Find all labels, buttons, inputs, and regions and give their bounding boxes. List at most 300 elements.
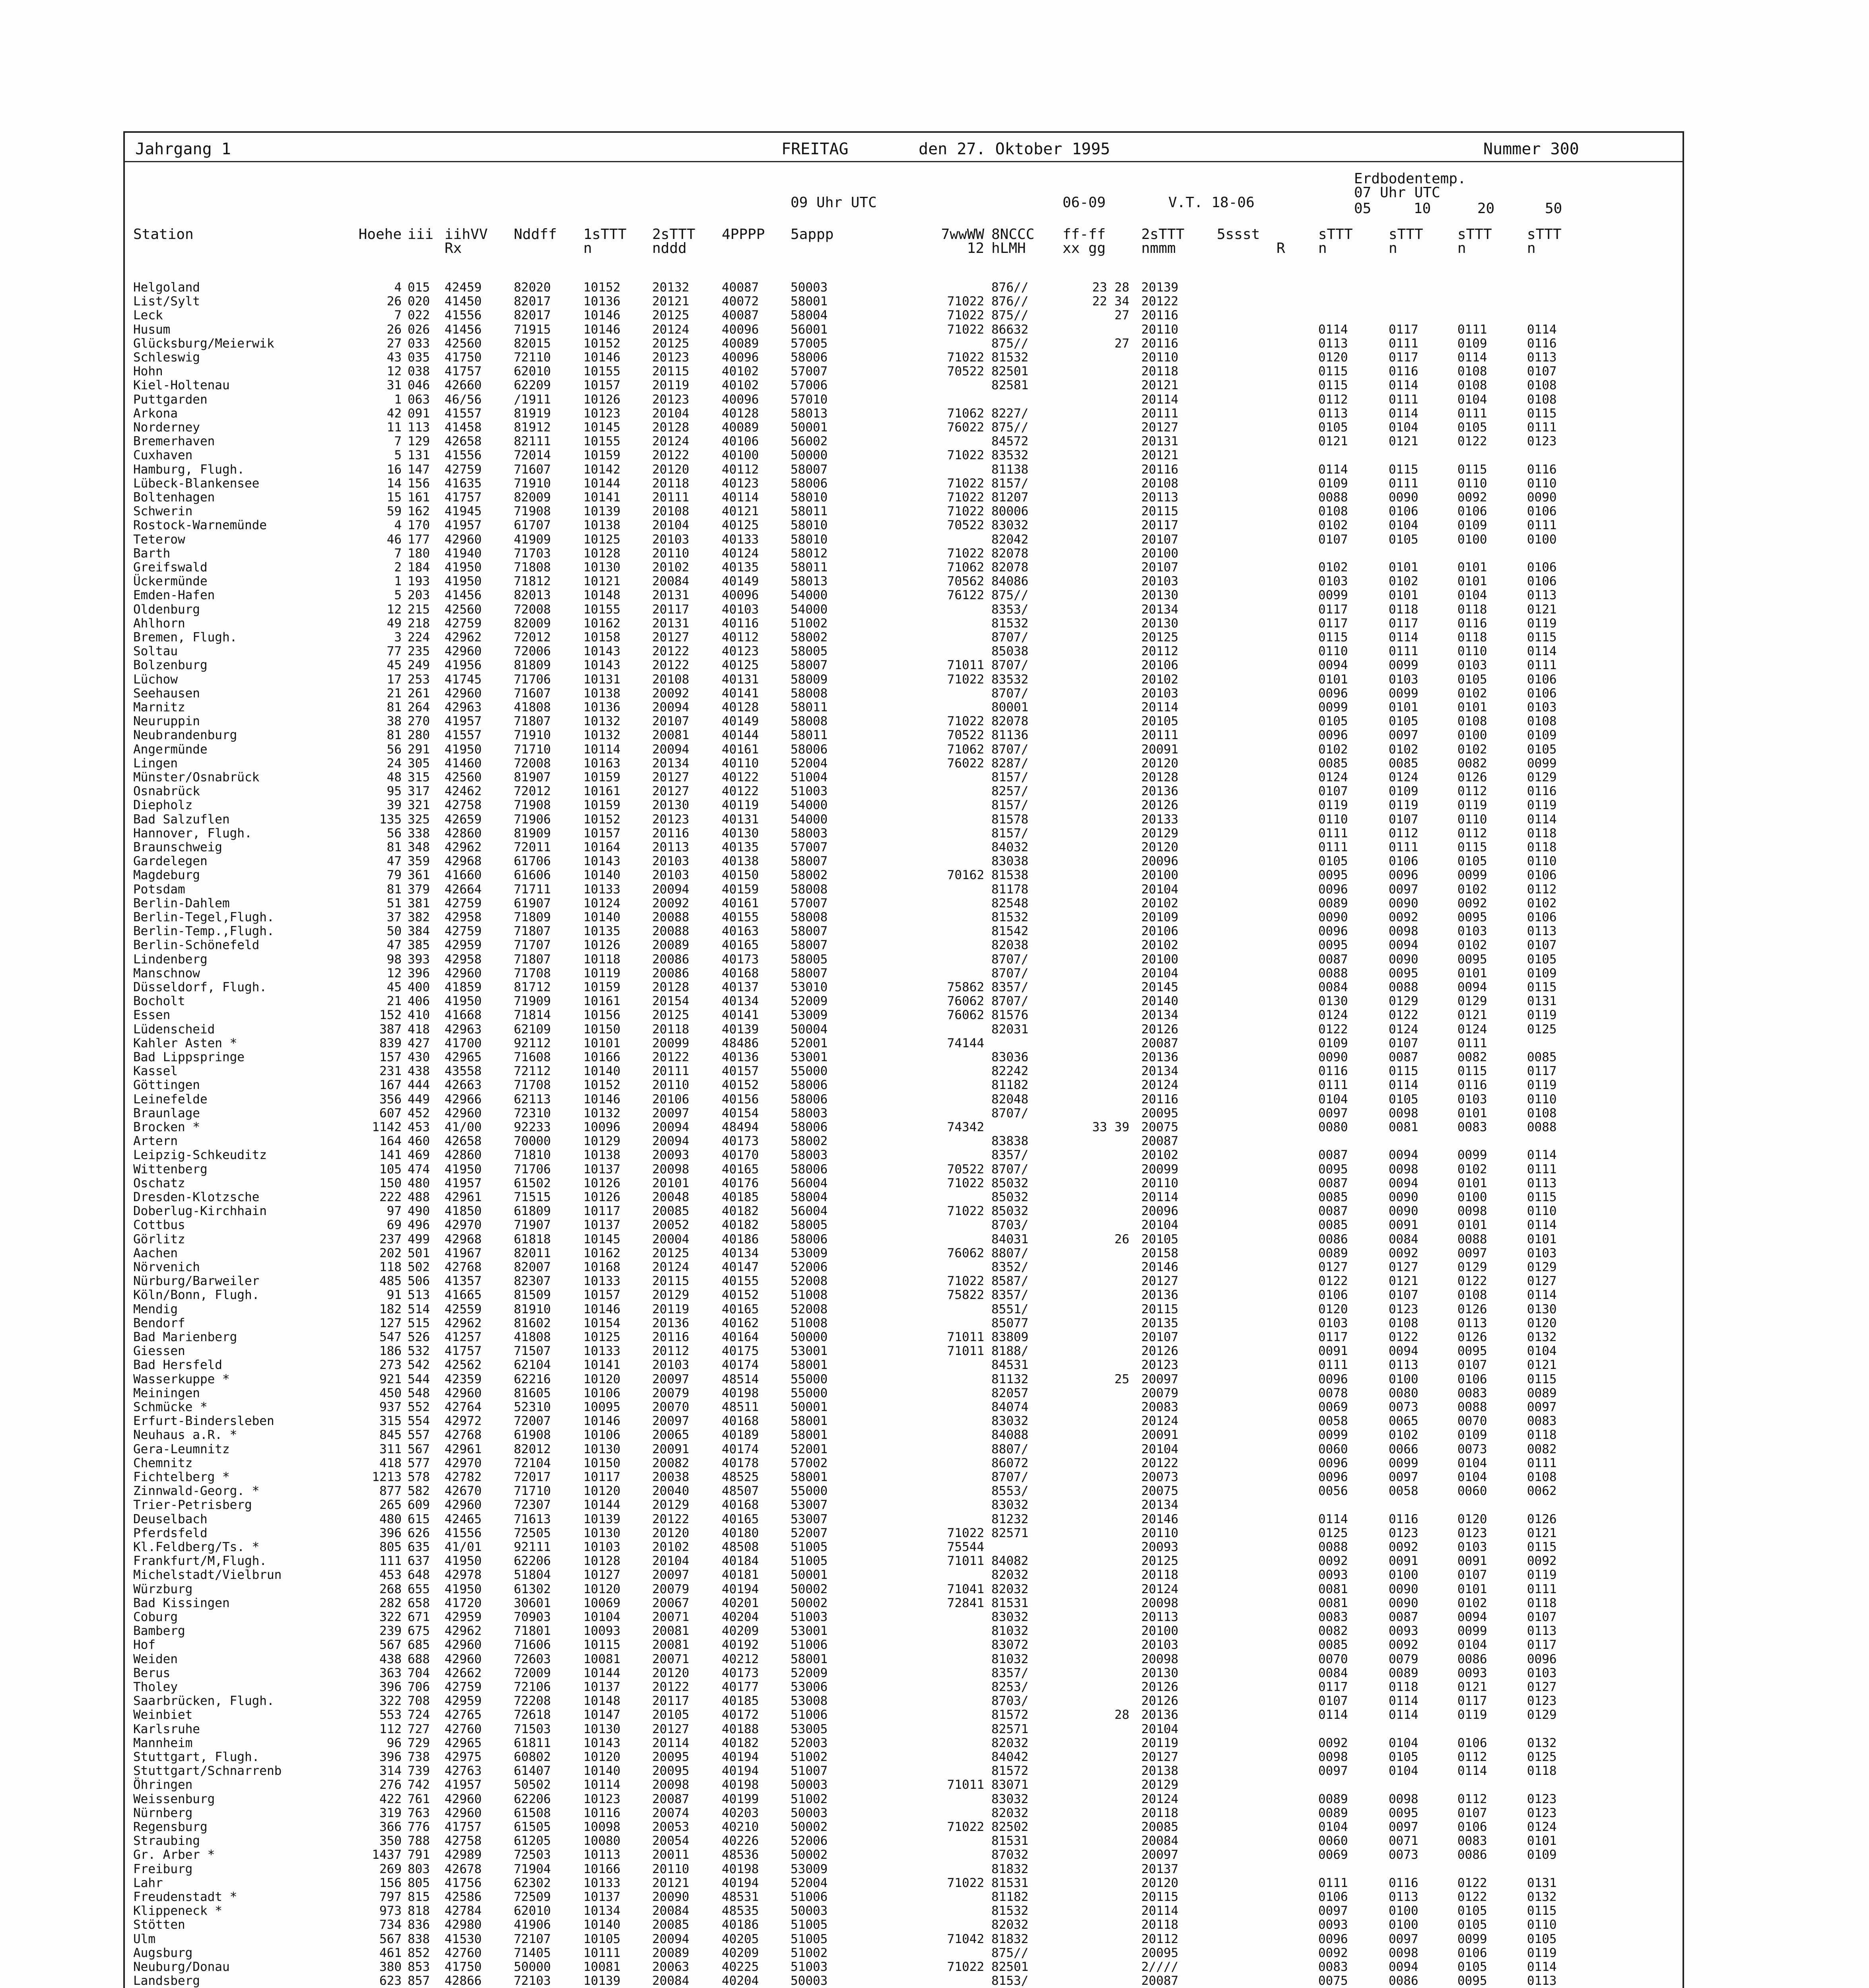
table-row (0, 1583, 1869, 1595)
cell-2sttt: 20085 (652, 1204, 690, 1219)
table-row (0, 1233, 1869, 1245)
cell-5appp: 53009 (791, 1008, 828, 1023)
table-row (0, 897, 1869, 909)
table-row (0, 1667, 1869, 1679)
cell-2sttt-min: 20126 (1141, 798, 1179, 813)
cell-1sttt: 10144 (583, 1498, 621, 1512)
col-soil-05: sTTT (1318, 226, 1353, 243)
cell-iihvv: 42782 (445, 1470, 482, 1484)
station-index: 729 (408, 1736, 430, 1750)
cell-5appp: 50002 (791, 1596, 828, 1610)
table-row (0, 1457, 1869, 1469)
cell-1sttt: 10114 (583, 742, 621, 757)
table-row (0, 604, 1869, 615)
cell-soil-10: 0104 (1389, 1736, 1418, 1750)
cell-2sttt: 20094 (652, 1134, 690, 1149)
table-row (0, 617, 1869, 629)
table-row (0, 1373, 1869, 1385)
table-row (0, 995, 1869, 1007)
station-name: Trier-Petrisberg (133, 1498, 252, 1512)
table-row (0, 981, 1869, 993)
cell-2sttt-min: 20126 (1141, 1680, 1179, 1694)
cell-4pppp: 48486 (722, 1036, 759, 1050)
cell-8nccc: 8707/ (991, 658, 1029, 673)
cell-iihvv: 41957 (445, 1176, 482, 1190)
cell-nddff: 72110 (514, 350, 551, 365)
cell-iihvv: 42965 (445, 1736, 482, 1750)
cell-soil-50: 0109 (1527, 1848, 1557, 1862)
cell-8nccc: 85032 (991, 1190, 1029, 1204)
cell-soil-50: 0119 (1527, 1078, 1557, 1093)
table-row (0, 309, 1869, 321)
cell-iihvv: 42968 (445, 854, 482, 869)
cell-soil-10: 0073 (1389, 1400, 1418, 1414)
station-height: 81 (387, 728, 402, 743)
cell-2sttt-min: 20114 (1141, 1904, 1179, 1918)
cell-soil-05: 0078 (1318, 1386, 1348, 1400)
cell-1sttt: 10156 (583, 1008, 621, 1023)
cell-soil-20: 0104 (1457, 1638, 1487, 1652)
cell-4pppp: 40210 (722, 1820, 759, 1834)
cell-soil-20: 0101 (1457, 1218, 1487, 1233)
cell-soil-20: 0122 (1457, 434, 1487, 449)
cell-2sttt: 20102 (652, 1540, 690, 1554)
cell-iihvv: 42960 (445, 1652, 482, 1666)
cell-7wwww: 71022 (947, 1176, 984, 1190)
station-index: 761 (408, 1792, 430, 1806)
cell-1sttt: 10139 (583, 1974, 621, 1988)
cell-8nccc: 82031 (991, 1022, 1029, 1037)
cell-4pppp: 40116 (722, 616, 759, 631)
cell-soil-05: 0094 (1318, 658, 1348, 673)
cell-2sttt: 20117 (652, 1694, 690, 1708)
cell-2sttt: 20115 (652, 364, 690, 379)
cell-1sttt: 10157 (583, 378, 621, 393)
depth-05: 05 (1354, 200, 1372, 217)
cell-2sttt-min: 20112 (1141, 1932, 1179, 1946)
cell-2sttt: 20121 (652, 294, 690, 309)
cell-8nccc: 81532 (991, 350, 1029, 365)
table-row (0, 1569, 1869, 1581)
station-height: 12 (387, 364, 402, 379)
cell-2sttt-min: 20130 (1141, 616, 1179, 631)
cell-nddff: 72208 (514, 1694, 551, 1708)
cell-iihvv: 42965 (445, 1050, 482, 1064)
station-height: 96 (387, 1736, 402, 1750)
date-label: den 27. Oktober 1995 (919, 140, 1110, 158)
cell-iihvv: 42962 (445, 630, 482, 645)
col-7www: 7wwWW (941, 226, 984, 243)
cell-soil-50: 0107 (1527, 1610, 1557, 1624)
table-row (0, 1107, 1869, 1119)
cell-soil-05: 0095 (1318, 1162, 1348, 1176)
cell-nddff: 41808 (514, 700, 551, 714)
cell-8nccc: 82571 (991, 1526, 1029, 1540)
cell-nddff: 72618 (514, 1708, 551, 1722)
cell-1sttt: 10095 (583, 1400, 621, 1414)
cell-nddff: 30601 (514, 1596, 551, 1610)
cell-soil-50: 0108 (1527, 714, 1557, 729)
station-index: 788 (408, 1834, 430, 1848)
cell-8nccc: 8153/ (991, 1974, 1029, 1988)
cell-5appp: 58006 (791, 1078, 828, 1093)
station-index: 453 (408, 1120, 430, 1134)
cell-2sttt: 20097 (652, 1372, 690, 1386)
cell-2sttt-min: 20084 (1141, 1834, 1179, 1848)
cell-5appp: 53001 (791, 1624, 828, 1639)
cell-4pppp: 40152 (722, 1078, 759, 1093)
cell-nddff: 71909 (514, 994, 551, 1009)
cell-7wwww: 70522 (947, 364, 984, 379)
cell-soil-10: 0093 (1389, 1624, 1418, 1639)
cell-soil-10: 0098 (1389, 1792, 1418, 1806)
station-height: 921 (379, 1372, 402, 1386)
cell-soil-10: 0129 (1389, 994, 1418, 1009)
cell-2sttt-min: 20128 (1141, 770, 1179, 784)
cell-soil-10: 0108 (1389, 1316, 1418, 1330)
station-height: 79 (387, 868, 402, 883)
cell-2sttt: 20095 (652, 1764, 690, 1778)
cell-2sttt-min: 20079 (1141, 1386, 1179, 1400)
cell-5appp: 58007 (791, 658, 828, 673)
station-name: Brocken * (133, 1120, 200, 1134)
cell-8nccc: 83532 (991, 448, 1029, 463)
cell-soil-10: 0094 (1389, 1960, 1418, 1974)
station-index: 615 (408, 1512, 430, 1526)
cell-2sttt-min: 20130 (1141, 588, 1179, 603)
cell-soil-50: 0129 (1527, 1260, 1557, 1274)
cell-soil-50: 0120 (1527, 1316, 1557, 1330)
cell-soil-10: 0123 (1389, 1302, 1418, 1316)
cell-2sttt-min: 20124 (1141, 1414, 1179, 1429)
cell-2sttt: 20081 (652, 1624, 690, 1639)
cell-5appp: 51002 (791, 616, 828, 631)
cell-soil-10: 0099 (1389, 658, 1418, 673)
cell-1sttt: 10126 (583, 938, 621, 953)
cell-1sttt: 10117 (583, 1204, 621, 1219)
cell-soil-20: 0118 (1457, 630, 1487, 645)
cell-4pppp: 40149 (722, 714, 759, 729)
cell-5appp: 58004 (791, 308, 828, 323)
cell-soil-50: 0129 (1527, 770, 1557, 784)
cell-soil-20: 0099 (1457, 868, 1487, 883)
cell-1sttt: 10146 (583, 322, 621, 337)
station-name: Bad Kissingen (133, 1596, 230, 1610)
station-height: 91 (387, 1288, 402, 1303)
table-row (0, 338, 1869, 349)
cell-4pppp: 40103 (722, 602, 759, 617)
cell-2sttt-min: 20117 (1141, 518, 1179, 533)
table-row (0, 1261, 1869, 1273)
cell-2sttt: 20095 (652, 1750, 690, 1764)
station-index: 177 (408, 532, 430, 547)
cell-5appp: 58007 (791, 966, 828, 980)
cell-soil-20: 0118 (1457, 602, 1487, 617)
cell-iihvv: 42961 (445, 1190, 482, 1204)
cell-7wwww: 75544 (947, 1540, 984, 1554)
cell-1sttt: 10150 (583, 1456, 621, 1470)
cell-1sttt: 10154 (583, 1316, 621, 1330)
cell-soil-10: 0058 (1389, 1484, 1418, 1499)
cell-2sttt: 20124 (652, 434, 690, 449)
cell-4pppp: 40161 (722, 896, 759, 911)
col-soil-20: sTTT (1457, 226, 1492, 243)
cell-4pppp: 40089 (722, 420, 759, 435)
cell-soil-05: 0107 (1318, 784, 1348, 799)
cell-soil-05: 0088 (1318, 490, 1348, 505)
cell-soil-50: 0108 (1527, 392, 1557, 407)
cell-4pppp: 40164 (722, 1330, 759, 1344)
cell-1sttt: 10081 (583, 1652, 621, 1666)
cell-soil-05: 0109 (1318, 1036, 1348, 1050)
cell-1sttt: 10128 (583, 546, 621, 561)
table-row (0, 1331, 1869, 1343)
cell-nddff: 62010 (514, 1904, 551, 1918)
cell-soil-10: 0091 (1389, 1554, 1418, 1569)
cell-soil-20: 0082 (1457, 1050, 1487, 1064)
cell-5appp: 58008 (791, 910, 828, 924)
station-height: 45 (387, 658, 402, 673)
cell-7wwww: 71022 (947, 1204, 984, 1219)
cell-iihvv: 42465 (445, 1512, 482, 1526)
cell-4pppp: 40194 (722, 1764, 759, 1778)
cell-7wwww: 70522 (947, 1162, 984, 1176)
station-index: 147 (408, 462, 430, 477)
station-index: 469 (408, 1148, 430, 1163)
cell-soil-50: 0119 (1527, 1008, 1557, 1023)
station-index: 496 (408, 1218, 430, 1233)
table-row (0, 1205, 1869, 1217)
cell-2sttt-min: 20126 (1141, 1694, 1179, 1708)
cell-4pppp: 40168 (722, 1498, 759, 1512)
station-height: 150 (379, 1176, 402, 1190)
cell-2sttt-min: 20115 (1141, 504, 1179, 519)
station-name: Husum (133, 322, 171, 337)
cell-5appp: 57007 (791, 364, 828, 379)
cell-nddff: 71810 (514, 1148, 551, 1163)
cell-iihvv: 42768 (445, 1260, 482, 1274)
station-index: 526 (408, 1330, 430, 1344)
cell-soil-05: 0114 (1318, 1708, 1348, 1722)
cell-nddff: 72012 (514, 630, 551, 645)
cell-ff-ff: 27 (1114, 336, 1129, 351)
cell-1sttt: 10163 (583, 756, 621, 771)
station-name: Leck (133, 308, 163, 323)
cell-iihvv: 42765 (445, 1708, 482, 1722)
cell-7wwww: 76022 (947, 420, 984, 435)
cell-2sttt-min: 20073 (1141, 1470, 1179, 1484)
cell-8nccc: 81138 (991, 462, 1029, 477)
cell-soil-10: 0079 (1389, 1652, 1418, 1666)
cell-7wwww: 70522 (947, 518, 984, 533)
cell-5appp: 52009 (791, 994, 828, 1009)
cell-nddff: 71814 (514, 1008, 551, 1023)
station-index: 791 (408, 1848, 430, 1862)
station-index: 506 (408, 1274, 430, 1289)
cell-5appp: 51002 (791, 1750, 828, 1764)
station-index: 460 (408, 1134, 430, 1149)
cell-4pppp: 48494 (722, 1120, 759, 1134)
cell-5appp: 50000 (791, 1330, 828, 1344)
cell-4pppp: 40147 (722, 1260, 759, 1274)
cell-ff-ff: 27 (1114, 308, 1129, 323)
cell-nddff: 81909 (514, 826, 551, 841)
cell-soil-10: 0092 (1389, 1638, 1418, 1652)
cell-5appp: 53009 (791, 1862, 828, 1876)
cell-8nccc: 83032 (991, 1414, 1029, 1429)
cell-soil-05: 0125 (1318, 1526, 1348, 1540)
table-row (0, 1163, 1869, 1175)
cell-soil-50: 0112 (1527, 882, 1557, 897)
cell-5appp: 58006 (791, 350, 828, 365)
station-index: 857 (408, 1974, 430, 1988)
cell-soil-10: 0087 (1389, 1050, 1418, 1064)
cell-1sttt: 10137 (583, 1218, 621, 1233)
cell-soil-50: 0131 (1527, 994, 1557, 1009)
cell-soil-10: 0099 (1389, 686, 1418, 701)
cell-4pppp: 40168 (722, 966, 759, 980)
cell-8nccc: 875// (991, 1945, 1029, 1960)
cell-nddff: 52310 (514, 1400, 551, 1414)
cell-nddff: 61707 (514, 518, 551, 533)
cell-soil-50: 0114 (1527, 1288, 1557, 1303)
cell-5appp: 57002 (791, 1456, 828, 1470)
cell-5appp: 58008 (791, 686, 828, 701)
cell-5appp: 54000 (791, 602, 828, 617)
cell-soil-20: 0101 (1457, 966, 1487, 980)
station-name: Bolzenburg (133, 658, 208, 673)
cell-soil-10: 0116 (1389, 1875, 1418, 1890)
station-height: 156 (379, 1875, 402, 1890)
station-name: Neuhaus a.R. * (133, 1428, 237, 1442)
cell-4pppp: 40182 (722, 1736, 759, 1750)
cell-8nccc: 83032 (991, 1792, 1029, 1806)
cell-2sttt-min: 20104 (1141, 1722, 1179, 1736)
station-index: 499 (408, 1232, 430, 1246)
table-row (0, 547, 1869, 559)
table-row (0, 1191, 1869, 1203)
cell-7wwww: 76022 (947, 756, 984, 771)
cell-soil-10: 0116 (1389, 364, 1418, 379)
cell-2sttt: 20070 (652, 1400, 690, 1414)
cell-2sttt: 20094 (652, 1932, 690, 1946)
station-height: 12 (387, 602, 402, 617)
cell-2sttt: 20125 (652, 1008, 690, 1023)
station-index: 315 (408, 770, 430, 784)
cell-soil-20: 0094 (1457, 980, 1487, 994)
cell-soil-05: 0124 (1318, 1008, 1348, 1023)
station-name: Glücksburg/Meierwik (133, 336, 274, 351)
cell-nddff: 62206 (514, 1792, 551, 1806)
cell-4pppp: 40176 (722, 1176, 759, 1190)
station-name: Stuttgart, Flugh. (133, 1750, 260, 1764)
cell-soil-50: 0110 (1527, 1092, 1557, 1107)
cell-4pppp: 40072 (722, 294, 759, 309)
station-name: Lahr (133, 1875, 163, 1890)
cell-soil-10: 0106 (1389, 854, 1418, 869)
cell-nddff: 82012 (514, 1442, 551, 1456)
station-index: 853 (408, 1960, 430, 1974)
cell-2sttt-min: 20136 (1141, 1288, 1179, 1303)
cell-4pppp: 40165 (722, 1162, 759, 1176)
cell-4pppp: 40182 (722, 1204, 759, 1219)
cell-soil-10: 0114 (1389, 378, 1418, 393)
station-name: Leinefelde (133, 1092, 208, 1107)
cell-5appp: 58006 (791, 1092, 828, 1107)
station-height: 7 (394, 546, 402, 561)
col-hoehe: Hoehe (358, 226, 402, 243)
cell-4pppp: 40165 (722, 938, 759, 953)
station-index: 776 (408, 1820, 430, 1834)
table-row (0, 421, 1869, 433)
cell-nddff: 82307 (514, 1274, 551, 1289)
cell-4pppp: 40100 (722, 448, 759, 463)
cell-4pppp: 40114 (722, 490, 759, 505)
cell-8nccc: 86632 (991, 322, 1029, 337)
cell-5appp: 56004 (791, 1204, 828, 1219)
station-height: 937 (379, 1400, 402, 1414)
cell-soil-10: 0073 (1389, 1848, 1418, 1862)
station-name: Hamburg, Flugh. (133, 462, 245, 477)
cell-iihvv: 41950 (445, 574, 482, 589)
cell-soil-05: 0089 (1318, 1806, 1348, 1820)
cell-ff-ff: 33 39 (1092, 1120, 1129, 1134)
cell-ff-ff: 23 28 (1092, 280, 1129, 295)
station-name: Marnitz (133, 700, 185, 714)
jahrgang-label: Jahrgang 1 (135, 140, 231, 158)
station-name: Magdeburg (133, 868, 200, 883)
cell-1sttt: 10138 (583, 686, 621, 701)
cell-iihvv: 41745 (445, 672, 482, 687)
cell-soil-20: 0109 (1457, 518, 1487, 533)
cell-iihvv: 41456 (445, 588, 482, 603)
cell-2sttt: 20110 (652, 546, 690, 561)
cell-soil-05: 0087 (1318, 1176, 1348, 1190)
cell-1sttt: 10145 (583, 420, 621, 435)
cell-2sttt: 20079 (652, 1582, 690, 1596)
station-name: Weiden (133, 1652, 178, 1666)
station-index: 184 (408, 560, 430, 575)
station-name: Nörvenich (133, 1260, 200, 1274)
cell-4pppp: 40102 (722, 364, 759, 379)
cell-1sttt: 10144 (583, 1666, 621, 1680)
table-row (0, 1765, 1869, 1777)
station-name: Braunschweig (133, 840, 222, 854)
station-index: 514 (408, 1302, 430, 1316)
station-height: 95 (387, 784, 402, 799)
cell-7wwww: 74342 (947, 1120, 984, 1134)
cell-5appp: 58003 (791, 1106, 828, 1120)
cell-soil-05: 0109 (1318, 476, 1348, 491)
cell-soil-20: 0105 (1457, 1904, 1487, 1918)
cell-5appp: 52001 (791, 1036, 828, 1050)
station-name: Freiburg (133, 1862, 193, 1876)
cell-soil-05: 0069 (1318, 1848, 1348, 1862)
cell-soil-50: 0123 (1527, 434, 1557, 449)
cell-nddff: 71708 (514, 966, 551, 980)
cell-soil-50: 0106 (1527, 574, 1557, 589)
col-ff: ff-ff (1063, 226, 1106, 243)
cell-1sttt: 10147 (583, 1708, 621, 1722)
station-name: Mannheim (133, 1736, 193, 1750)
station-height: 48 (387, 770, 402, 784)
cell-8nccc: 8357/ (991, 1148, 1029, 1163)
cell-soil-05: 0090 (1318, 910, 1348, 924)
table-row (0, 1485, 1869, 1497)
cell-2sttt: 20129 (652, 1288, 690, 1303)
cell-4pppp: 40087 (722, 308, 759, 323)
cell-iihvv: 42359 (445, 1372, 482, 1386)
